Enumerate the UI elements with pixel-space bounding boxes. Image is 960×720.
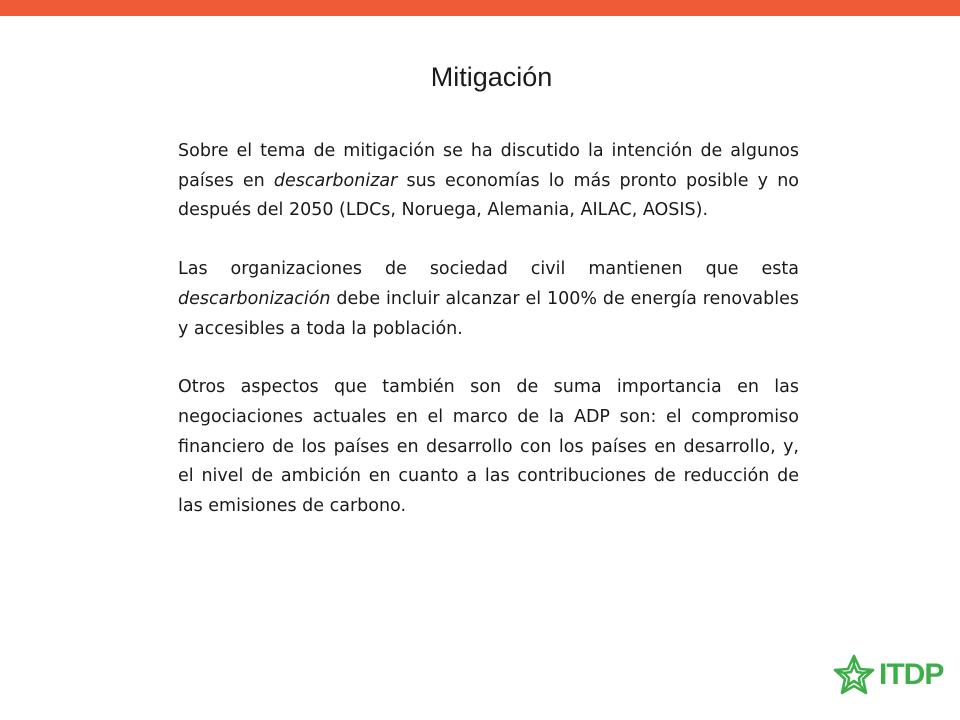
itdp-logo [832,650,942,700]
logo-text: ITDP [879,658,944,691]
paragraph-other-aspects: Otros aspectos que también son de suma importancia en las negociaciones actuales en el marco de la ADP son: el compromiso financiero de los países en desarrollo con los países en desarrollo, y, el nivel de ambición en cuanto a las contribuciones de reducción de las emisiones de carbono. [178,377,799,517]
slide-title: Mitigación [430,62,553,92]
top-accent-bar [0,0,960,16]
paragraph-civil-society: Las organizaciones de sociedad civil mantienen que esta descarbonización debe incluir alcanzar el 100% de energía renovables y accesibles a toda la población. [178,259,799,339]
slide-body [178,137,799,551]
paragraph-mitigation-intent: Sobre el tema de mitigación se ha discutido la intención de algunos países en descarbonizar sus economías lo más pronto posible y no después del 2050 (LDCs, Noruega, Alemania, AILAC, AOSIS). [178,141,799,221]
itdp-star-icon [832,653,876,697]
